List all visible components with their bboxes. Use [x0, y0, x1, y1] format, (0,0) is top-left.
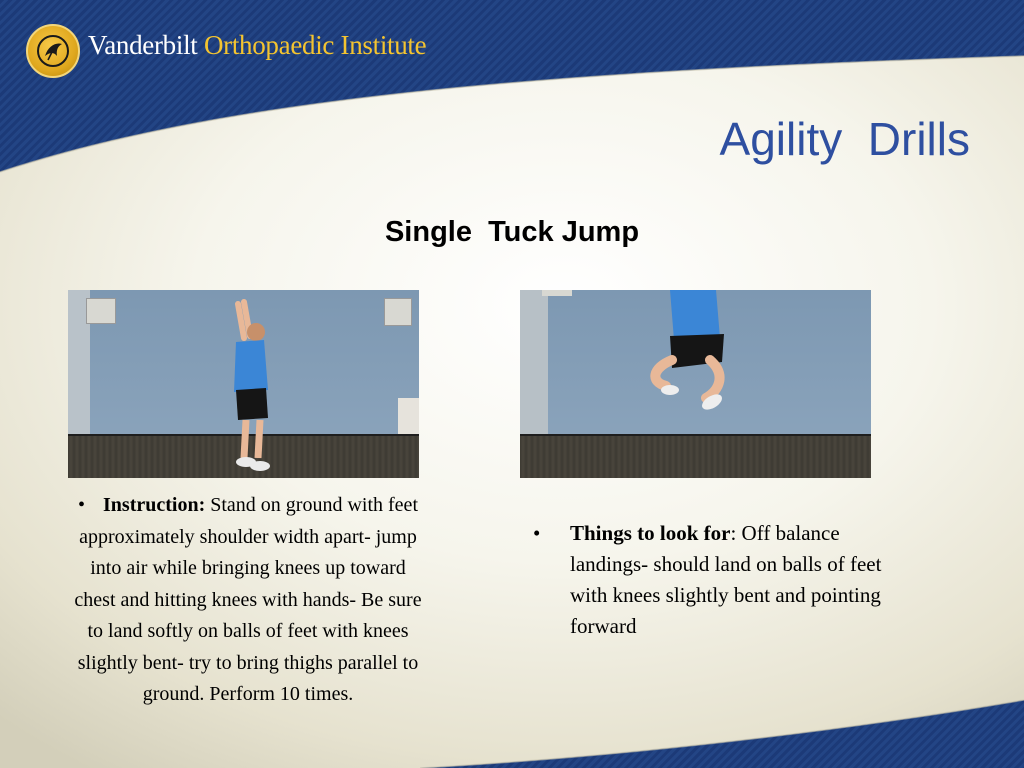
look-for-label: Things to look for: [570, 521, 731, 545]
photo-standing-arms-raised: [68, 290, 419, 478]
slide-title: Agility Drills: [719, 113, 970, 165]
instruction-bullet: •: [78, 494, 86, 516]
look-for-bullet: •: [533, 521, 541, 545]
vanderbilt-oak-leaf-icon: [26, 24, 80, 78]
instruction-text: Stand on ground with feet approximately shoulder width apart- jump into air while bringing knees up toward chest and hitting knees with hands- Be sure to land softly on balls of feet with knees slightly bent- try to bring thighs parallel to ground. Perform 10 times.: [74, 494, 422, 705]
things-to-look-for-paragraph: [533, 518, 923, 642]
slide-subtitle: Single Tuck Jump: [384, 216, 640, 248]
look-for-separator: :: [730, 521, 737, 545]
brand-institute: Orthopaedic Institute: [203, 30, 427, 60]
look-for-text: Off balance landings- should land on balls of feet with knees slightly bent and pointing forward: [570, 521, 882, 638]
brand-name: Vanderbilt: [88, 30, 198, 60]
photo-tuck-jump-midair: [520, 290, 871, 478]
instruction-paragraph: [70, 490, 426, 711]
brand-wordmark: [88, 30, 426, 61]
instruction-label: Instruction:: [103, 494, 206, 516]
